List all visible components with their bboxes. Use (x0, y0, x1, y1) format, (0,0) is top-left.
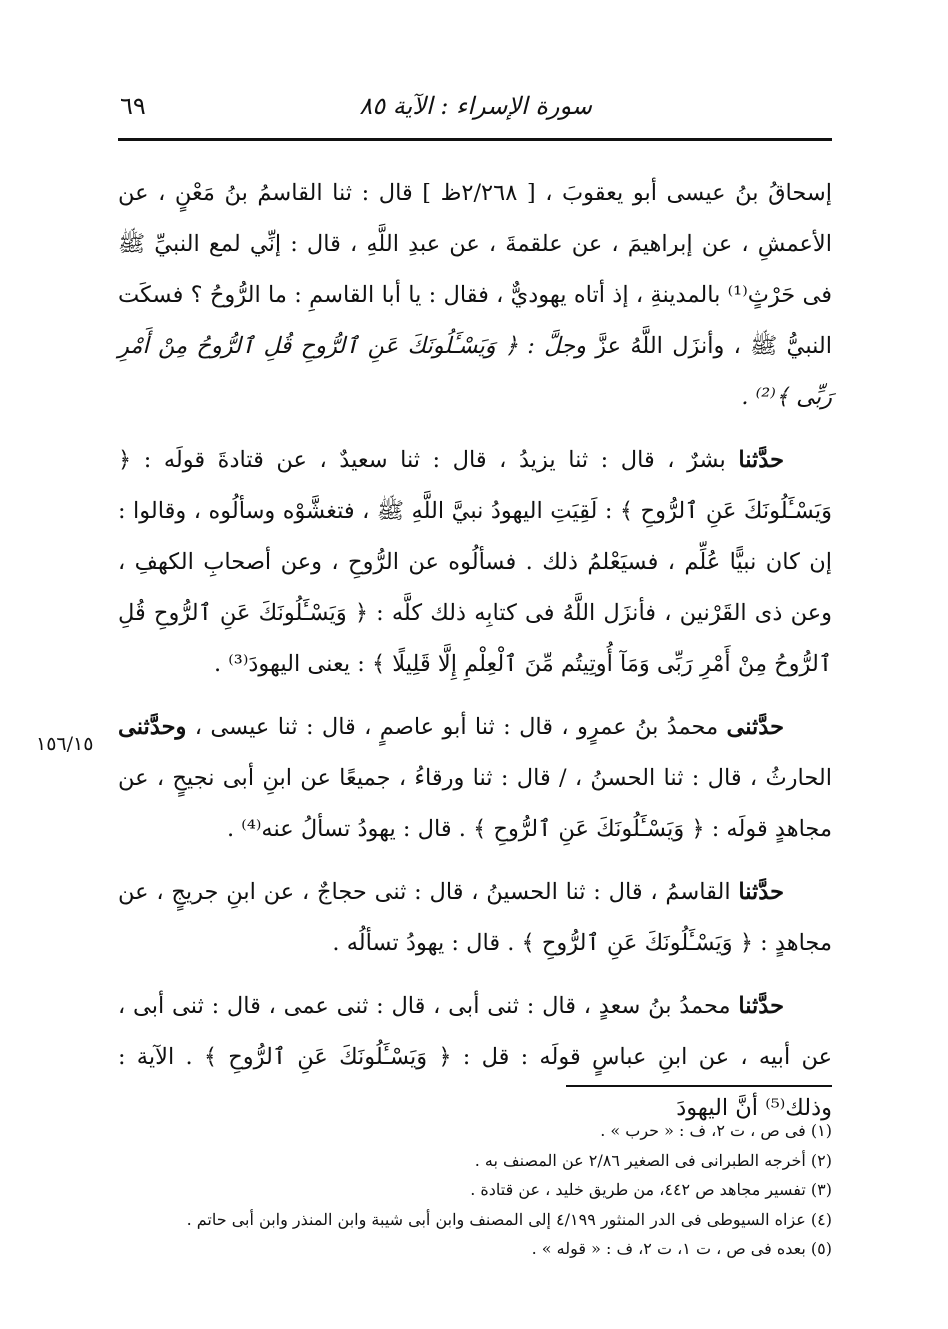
footnotes (118, 1116, 832, 1264)
margin-volume-reference: ١٥٦/١٥ (36, 733, 94, 755)
text-line: محمدُ بنُ سعدٍ ، قال : ثنى أبى ، قال : ثنى عمى ، قال : ثنى أبى ، عن (118, 993, 832, 1070)
text-line: أبيه ، عن ابنِ عباسٍ قولَه : قل : ﴿ وَيَسْـَٔلُونَكَ عَنِ ٱلرُّوحِ ﴾ . الآية : وذلك⁽⁵⁾ أنَّ اليهودَ (118, 1044, 832, 1121)
text-line: إسحاقُ بنُ عيسى أبو يعقوبَ ، [ ٢/٢٦٨ظ ] قال : ثنا القاسمُ بنُ مَعْنٍ ، عن الأعمشِ ، (118, 180, 833, 257)
footnote-2: (٢) أخرجه الطبرانى فى الصغير ٢/٨٦ عن المصنف به . (474, 1150, 832, 1170)
text-line: محمدُ بنُ عمرٍو ، قال : ثنا أبو عاصمٍ ، قال : ثنا عيسى ، (186, 714, 727, 740)
text-line: مجاهدٍ : ﴿ وَيَسْـَٔلُونَكَ عَنِ ٱلرُّوحِ ﴾ . قال : يهودُ تسألُه . (332, 930, 832, 956)
text-line: وجلَّ : ﴿ وَيَسْـَٔلُونَكَ عَنِ ٱلرُّوحِ قُلِ ٱلرُّوحُ مِنْ أَمْرِ رَبِّى ﴾⁽²⁾ . (118, 333, 832, 410)
header-title: سورة الإسراء : الآية ٨٥ (359, 92, 592, 120)
text-line: ٱلْعِلْمِ إِلَّا قَلِيلًا ﴾ : يعنى اليهودَ⁽³⁾ . (213, 651, 518, 677)
footnote-rule (566, 1085, 832, 1087)
page-number: ٦٩ (120, 92, 146, 120)
text-line: القاسمُ ، قال : ثنا الحسينُ ، قال : ثنى حجاجٌ ، عن ابنِ جريجٍ ، عن (118, 879, 739, 905)
footnote-4: (٤) عزاه السيوطى فى الدر المنثور ٤/١٩٩ إلى المصنف وابن أبى شيبة وابن المنذر وابن أبى حاتم . (186, 1209, 832, 1229)
isnad-lead: حدَّثنى (726, 714, 784, 740)
text-line: عن إبراهيمَ ، عن علقمةَ ، عن عبدِ اللَّهِ ، قال : إنِّي لمع النبيِّ ﷺ فى حَرْثٍ⁽¹⁾ بالمدينةِ ، (118, 231, 833, 308)
paragraph-4 (118, 867, 832, 969)
isnad-lead: حدَّثنا (738, 879, 784, 905)
text-line: الحارثُ ، قال : ثنا الحسنُ ، / قال : ثنا ورقاءُ ، جميعًا عن ابنِ أبى نجيحٍ ، عن مجاهدٍ (118, 765, 832, 842)
isnad-lead: حدَّثنا (738, 447, 784, 473)
text-line: قولَه : ﴿ وَيَسْـَٔلُونَكَ عَنِ ٱلرُّوحِ ﴾ . قال : يهودُ تسألُ عنه⁽⁴⁾ . (226, 816, 768, 842)
footnote-3: (٣) تفسير مجاهد ص ٤٤٢، من طريق خليد ، عن قتادة . (470, 1180, 832, 1199)
isnad-lead-2: وحدَّثنى (118, 714, 187, 740)
text-line: إذ أتاه يهوديٌّ ، فقال : يا أبا القاسمِ : ما الرُّوحُ ؟ فسكَت النبيُّ ﷺ ، وأنزَل اللَّهُ عزَّ (118, 282, 833, 359)
text-line: اللَّهُ فى كتابِه ذلك كلَّه : ﴿ وَيَسْـَٔلُونَكَ عَنِ ٱلرُّوحِ قُلِ ٱلرُّوحُ مِنْ أَمْرِ رَبِّى وَمَآ أُوتِيتُم مِّنَ (118, 600, 832, 677)
text-line: ٱلرُّوحِ ﴾ : لَقِيَتِ اليهودُ نبيَّ اللَّهِ ﷺ ، فتغشَّوْه وسألُوه ، وقالوا : إن كان نبيًّا عُلِّم ، (118, 498, 833, 575)
text-line: فسيَعْلمُ ذلك . فسألُوه عن الرُّوحِ ، وعن أصحابِ الكهفِ ، وعن ذى القَرْنين ، فأنزَل (118, 549, 832, 626)
paragraph-3 (118, 702, 832, 855)
paragraph-1 (118, 168, 832, 423)
text-line: بشرٌ ، قال : ثنا يزيدُ ، قال : ثنا سعيدٌ ، عن قتادةَ قولَه : ﴿ وَيَسْـَٔلُونَكَ عَنِ (118, 447, 833, 524)
main-text (118, 168, 832, 1146)
header-rule (118, 138, 832, 141)
running-header (120, 86, 832, 126)
paragraph-2 (118, 435, 832, 690)
footnote-1: (١) فى ص ، ت ٢، ف : « حرب » . (600, 1121, 832, 1140)
footnote-5: (٥) بعده فى ص ، ت ١، ت ٢، ف : « قوله » . (531, 1239, 832, 1258)
paragraph-5 (118, 981, 832, 1134)
isnad-lead: حدَّثنا (738, 993, 784, 1019)
